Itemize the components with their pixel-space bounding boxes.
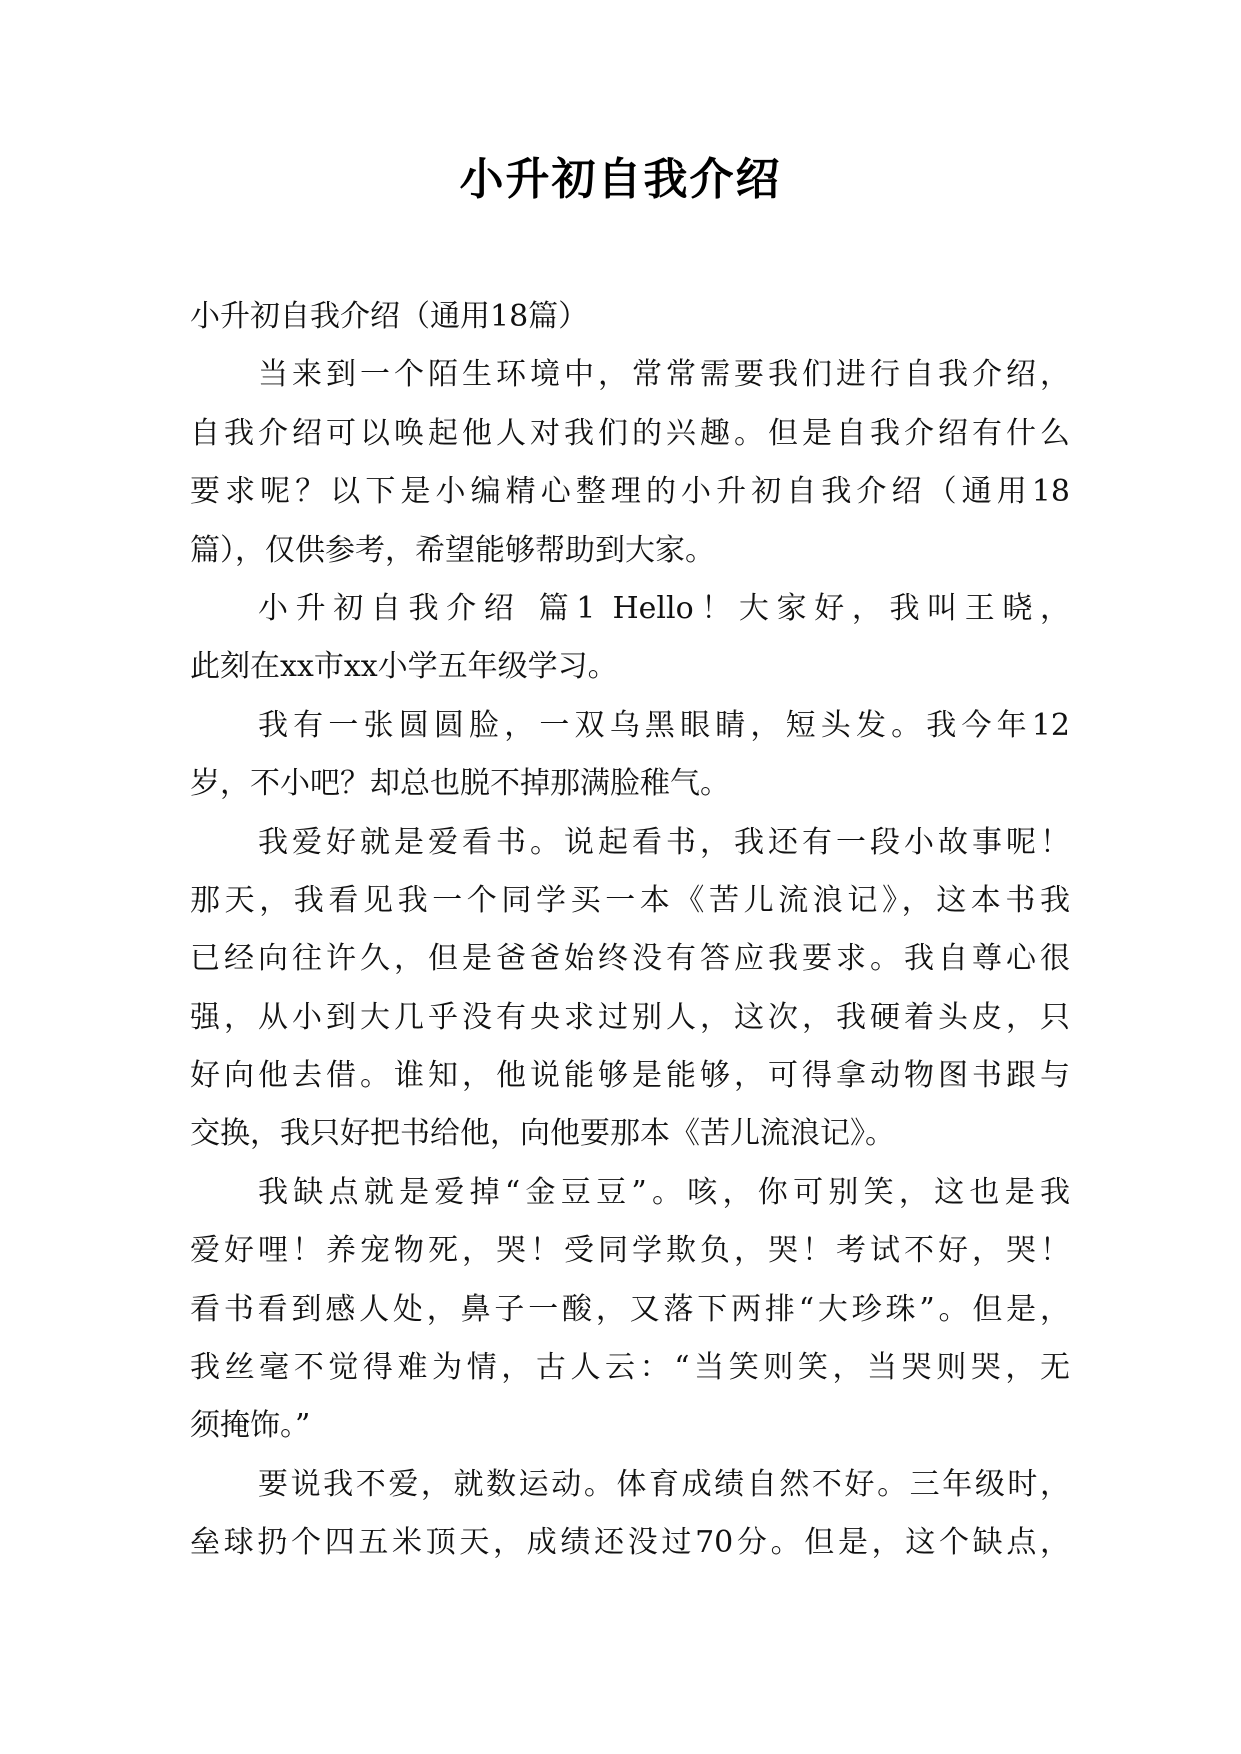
paragraph-line: 须掩饰。” [190, 1408, 311, 1444]
subtitle-line: 小升初自我介绍（通用18篇） [190, 299, 589, 334]
paragraph-line: 强，从小到大几乎没有央求过别人，这次，我硬着头皮，只 [190, 999, 1070, 1035]
paragraph-line: 要说我不爱，就数运动。体育成绩自然不好。三年级时， [258, 1466, 1070, 1502]
paragraph-line: 当来到一个陌生环境中，常常需要我们进行自我介绍， [258, 357, 1070, 393]
paragraph-line: 垒球扔个四五米顶天，成绩还没过70分。但是，这个缺点， [190, 1525, 1070, 1561]
paragraph-line: 看书看到感人处，鼻子一酸，又落下两排“大珍珠”。但是， [190, 1291, 1070, 1327]
paragraph-line: 篇），仅供参考，希望能够帮助到大家。 [190, 532, 715, 568]
paragraph-line: 我丝毫不觉得难为情，古人云：“当笑则笑，当哭则哭，无 [190, 1350, 1070, 1386]
paragraph-line: 交换，我只好把书给他，向他要那本《苦儿流浪记》。 [190, 1116, 895, 1152]
paragraph-line: 我缺点就是爱掉“金豆豆”。咳，你可别笑，这也是我 [258, 1174, 1070, 1210]
document-title: 小升初自我介绍 [459, 154, 782, 205]
paragraph-line: 爱好哩！养宠物死，哭！受同学欺负，哭！考试不好，哭！ [190, 1233, 1070, 1269]
paragraph-line: 那天，我看见我一个同学买一本《苦儿流浪记》，这本书我 [190, 882, 1070, 918]
paragraph-line: 此刻在xx市xx小学五年级学习。 [190, 649, 618, 685]
paragraph-line: 要求呢？以下是小编精心整理的小升初自我介绍（通用18 [190, 474, 1070, 510]
paragraph-line: 小升初自我介绍 篇1 Hello！大家好，我叫王晓， [258, 590, 1070, 626]
paragraph-line: 我爱好就是爱看书。说起看书，我还有一段小故事呢！ [258, 824, 1070, 860]
paragraph-line: 好向他去借。谁知，他说能够是能够，可得拿动物图书跟与 [190, 1058, 1070, 1094]
paragraph-line: 岁，不小吧？却总也脱不掉那满脸稚气。 [190, 766, 730, 802]
document-body [190, 288, 1070, 1573]
paragraph-line: 自我介绍可以唤起他人对我们的兴趣。但是自我介绍有什么 [190, 415, 1070, 451]
paragraph-line: 我有一张圆圆脸，一双乌黑眼睛，短头发。我今年12 [258, 707, 1070, 743]
paragraph-line: 已经向往许久，但是爸爸始终没有答应我要求。我自尊心很 [190, 941, 1070, 977]
